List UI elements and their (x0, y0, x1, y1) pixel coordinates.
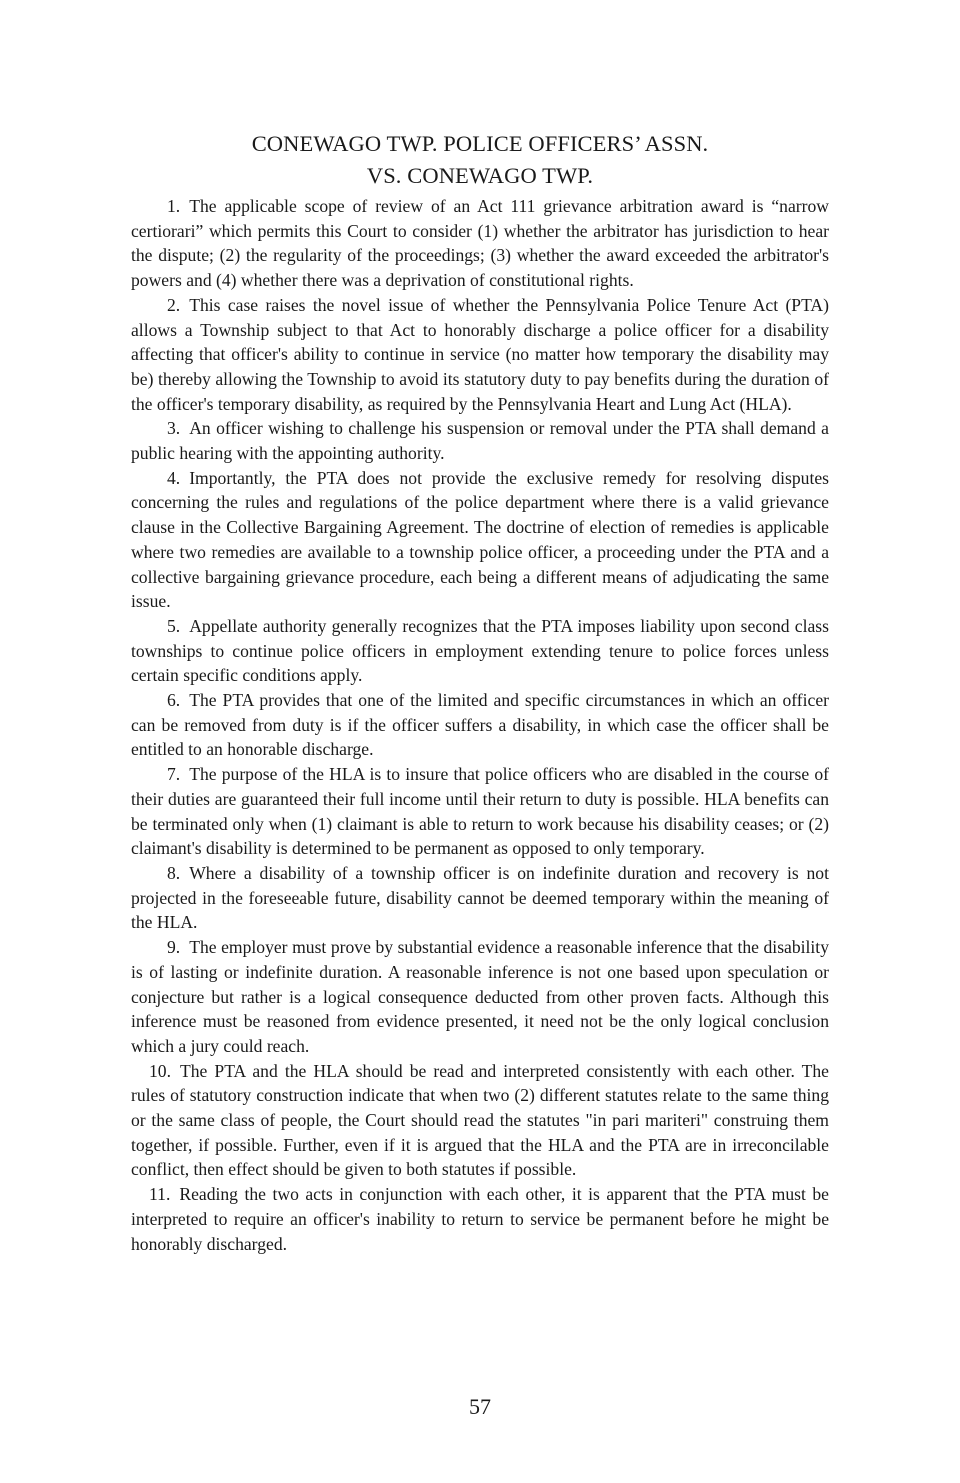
headnote (131, 293, 829, 417)
page-number: 57 (469, 1394, 491, 1419)
headnote-text: This case raises the novel issue of whether the Pennsylvania Police Tenure Act (PTA) allows a Township subject to that Act to honorably discharge a police officer for a disability affecting that officer's ability to continue in service (no matter how temporary the disability may be) thereby allowing the Township to avoid its statutory duty to pay benefits during the duration of the officer's temporary disability, as required by the Pennsylvania Heart and Lung Act (HLA). (131, 294, 829, 414)
headnote-number: 10. (149, 1060, 171, 1081)
headnote-number: 5. (167, 615, 181, 636)
headnote-text: The applicable scope of review of an Act 111 grievance arbitration award is “narrow certiorari” which permits this Court to consider (1) whether the arbitrator has jurisdiction to hear the dispute; (2) the regularity of the proceedings; (3) whether the award exceeded the arbitrator's powers and (4) whether there was a deprivation of constitutional rights. (131, 196, 829, 291)
headnote-number: 9. (167, 937, 181, 958)
headnote-number: 6. (167, 690, 181, 711)
case-title-line-1: CONEWAGO TWP. POLICE OFFICERS’ ASSN. (251, 131, 709, 156)
headnote-text: Appellate authority generally recognizes that the PTA imposes liability upon second class townships to continue police officers in employment extending tenure to police forces unless certain specific conditions apply. (131, 615, 829, 686)
headnote-number: 11. (149, 1184, 171, 1205)
headnote (131, 1059, 829, 1183)
headnote (131, 416, 829, 465)
headnote-text: An officer wishing to challenge his suspension or removal under the PTA shall demand a public hearing with the appointing authority. (131, 418, 829, 464)
headnote (131, 935, 829, 1059)
headnote (131, 1182, 829, 1256)
headnote (131, 762, 829, 861)
headnote-text: The purpose of the HLA is to insure that police officers who are disabled in the course of their duties are guaranteed their full income until their return to duty is possible. HLA benefits can be terminated only when (1) claimant is able to return to work because his disability ceases; or (2) claimant's disability is determined to be permanent as opposed to only temporary. (131, 764, 829, 859)
case-title (131, 128, 829, 192)
headnote (131, 688, 829, 762)
headnote-text: Importantly, the PTA does not provide the exclusive remedy for resolving disputes concerning the rules and regulations of the police department where there is a valid grievance clause in the Collective Bargaining Agreement. The doctrine of election of remedies is applicable where two remedies are available to a township police officer, a proceeding under the PTA and a collective bargaining grievance procedure, each being a different means of adjudicating the same issue. (131, 467, 829, 612)
headnote (131, 861, 829, 935)
headnote-number: 4. (167, 467, 181, 488)
headnote-number: 1. (167, 196, 181, 216)
headnote-number: 3. (167, 418, 181, 439)
headnote-text: Reading the two acts in conjunction with each other, it is apparent that the PTA must be interpreted to require an officer's inability to return to service be permanent before he might be honorably discharged. (131, 1184, 829, 1254)
headnotes-list (131, 194, 829, 1256)
case-title-line-2: VS. CONEWAGO TWP. (366, 163, 594, 188)
headnote-text: Where a disability of a township officer is on indefinite duration and recovery is not projected in the foreseeable future, disability cannot be deemed temporary within the meaning of the HLA. (131, 862, 829, 933)
headnote-text: The PTA provides that one of the limited and specific circumstances in which an officer can be removed from duty is if the officer suffers a disability, in which case the officer shall be entitled to an honorable discharge. (131, 690, 829, 760)
headnote-number: 2. (167, 294, 181, 315)
headnote-number: 8. (167, 862, 181, 883)
headnote-text: The employer must prove by substantial evidence a reasonable inference that the disability is of lasting or indefinite duration. A reasonable inference is not one based upon speculation or conjecture but rather is a logical consequence deducted from other proven facts. Although this inference must be reasoned from evidence presented, it need not be the only logical conclusion which a jury could reach. (131, 937, 829, 1056)
headnote-text: The PTA and the HLA should be read and interpreted consistently with each other. The rules of statutory construction indicate that when two (2) different statutes relate to the same thing or the same class of people, the Court should read the statutes "in pari mariteri" construing them together, if possible. Further, even if it is argued that the HLA and the PTA are in irreconcilable conflict, then effect should be given to both statutes if possible. (131, 1060, 829, 1180)
document-page (131, 128, 829, 1256)
headnote-number: 7. (167, 764, 181, 785)
headnote (131, 466, 829, 614)
headnote (131, 194, 829, 293)
headnote (131, 614, 829, 688)
